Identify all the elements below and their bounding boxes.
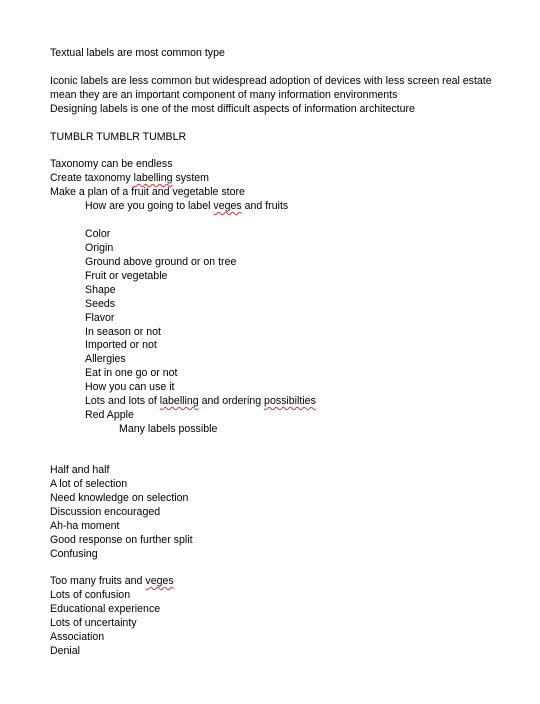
text-line: Association	[50, 631, 105, 643]
text-segment: and fruits	[241, 200, 289, 212]
text-line: Textual labels are most common type	[50, 47, 225, 59]
text-line: Lots of uncertainty	[50, 617, 137, 629]
misspelled-word: possibilties	[264, 395, 316, 407]
list-item: Many labels possible	[119, 423, 218, 435]
misspelled-word: labelling	[133, 172, 173, 184]
misspelled-word: veges	[213, 200, 242, 212]
text-line	[50, 575, 174, 588]
text-line	[85, 200, 288, 213]
list-item: Imported or not	[85, 339, 157, 351]
text-segment: Lots and lots of	[85, 395, 160, 407]
text-line: Make a plan of a fruit and vegetable store	[50, 186, 245, 198]
text-segment: and ordering	[198, 395, 265, 407]
text-line: Discussion encouraged	[50, 506, 161, 518]
list-item: Allergies	[85, 353, 126, 365]
text-segment: Create taxonomy	[50, 172, 134, 184]
text-line: Educational experience	[50, 603, 161, 615]
text-line: Confusing	[50, 548, 98, 560]
text-line	[50, 172, 209, 185]
text-line: Ah-ha moment	[50, 520, 120, 532]
text-line: A lot of selection	[50, 478, 128, 490]
text-line: Iconic labels are less common but widespread adoption of devices with less screen real estate	[50, 75, 492, 87]
text-line: Denial	[50, 645, 81, 657]
list-item: Fruit or vegetable	[85, 270, 168, 282]
list-item: Flavor	[85, 312, 115, 324]
text-line: Lots of confusion	[50, 589, 131, 601]
text-segment: How are you going to label	[85, 200, 214, 212]
misspelled-word: veges	[145, 575, 174, 587]
text-segment: system	[172, 172, 209, 184]
text-line: Half and half	[50, 464, 110, 476]
list-item: Ground above ground or on tree	[85, 256, 237, 268]
list-item: Color	[85, 228, 111, 240]
text-line: TUMBLR TUMBLR TUMBLR	[50, 131, 187, 143]
text-line: Good response on further split	[50, 534, 193, 546]
text-line: Designing labels is one of the most difficult aspects of information architecture	[50, 103, 415, 115]
list-item: Origin	[85, 242, 114, 254]
list-item: Shape	[85, 284, 116, 296]
list-item: How you can use it	[85, 381, 175, 393]
text-line: Taxonomy can be endless	[50, 158, 173, 170]
text-line: Need knowledge on selection	[50, 492, 189, 504]
list-item: Eat in one go or not	[85, 367, 178, 379]
list-item: In season or not	[85, 326, 161, 338]
list-item: Red Apple	[85, 409, 134, 421]
list-item	[85, 395, 316, 408]
text-segment: Too many fruits and	[50, 575, 146, 587]
text-line: mean they are an important component of many information environments	[50, 89, 398, 101]
misspelled-word: labelling	[159, 395, 199, 407]
list-item: Seeds	[85, 298, 116, 310]
